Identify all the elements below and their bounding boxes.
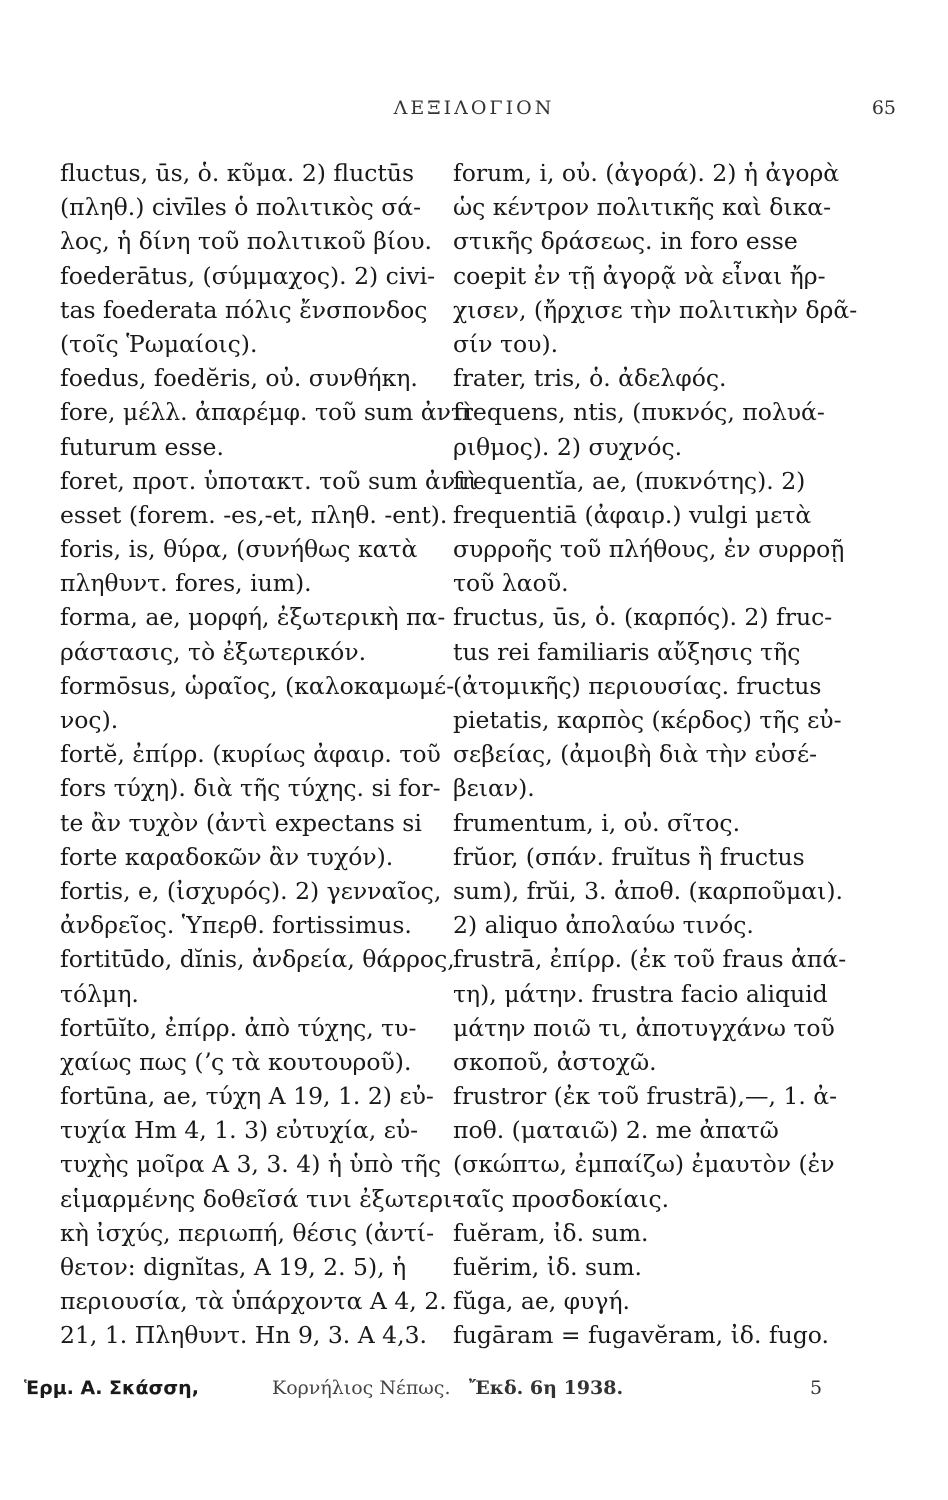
- left-column: [60, 156, 480, 1353]
- dictionary-line: fluctus, ūs, ὁ. κῦμα. 2) fluctūs: [60, 159, 415, 187]
- dictionary-line: τη), μάτην. frustra facio aliquid: [453, 979, 828, 1008]
- dictionary-line: frumentum, i, οὐ. σῖτος.: [453, 808, 741, 837]
- footer-author: Ἑρμ. Α. Σκάσση,: [24, 1377, 199, 1399]
- dictionary-line: τοῦ λαοῦ.: [453, 569, 569, 598]
- dictionary-line: περιουσία, τὰ ὑπάρχοντα Α 4, 2.: [60, 1287, 447, 1316]
- dictionary-line: fortūĭto, ἐπίρρ. ἀπὸ τύχης, τυ-: [60, 1013, 417, 1042]
- dictionary-line: σίν του).: [453, 329, 559, 358]
- dictionary-line: βειαν).: [453, 774, 535, 803]
- dictionary-line: fuĕrim, ἰδ. sum.: [453, 1253, 642, 1281]
- dictionary-line: ποθ. (ματαιῶ) 2. me ἀπατῶ: [453, 1116, 779, 1145]
- dictionary-line: σεβείας, (ἀμοιβὴ διὰ τὴν εὐσέ-: [453, 740, 818, 769]
- dictionary-line: εἱμαρμένης δοθεῖσά τινι ἐξωτερι-: [60, 1184, 461, 1213]
- dictionary-line: χαίως πως (ʼς τὰ κουτουροῦ).: [60, 1047, 412, 1076]
- dictionary-line: fŭga, ae, φυγή.: [453, 1287, 631, 1316]
- right-column: [453, 156, 863, 1353]
- dictionary-line: 2) aliquo ἀπολαύω τινός.: [453, 911, 754, 940]
- dictionary-line: ταῖς προσδοκίαις.: [453, 1184, 670, 1213]
- page-footer: [24, 1377, 844, 1407]
- dictionary-line: ὡς κέντρον πολιτικῆς καὶ δικα-: [453, 193, 832, 222]
- page-number: 65: [871, 97, 896, 119]
- dictionary-line: fors τύχη). διὰ τῆς τύχης. si for-: [60, 774, 441, 803]
- dictionary-line: fugāram = fugavĕram, ἰδ. fugo.: [453, 1321, 829, 1350]
- dictionary-line: (ἀτομικῆς) περιουσίας. fructus: [453, 671, 822, 700]
- dictionary-line: (πληθ.) civīles ὁ πολιτικὸς σά-: [60, 193, 422, 222]
- dictionary-line: μάτην ποιῶ τι, ἀποτυγχάνω τοῦ: [453, 1013, 835, 1042]
- dictionary-line: σκοποῦ, ἀστοχῶ.: [453, 1047, 657, 1076]
- dictionary-line: fore, μέλλ. ἀπαρέμφ. τοῦ sum ἀντὶ: [60, 398, 474, 427]
- dictionary-line: foris, is, θύρα, (συνήθως κατὰ: [60, 535, 418, 564]
- dictionary-line: (τοῖς Ῥωμαίοις).: [60, 329, 258, 358]
- dictionary-line: χισεν, (ἤρχισε τὴν πολιτικὴν δρᾶ-: [453, 295, 858, 324]
- dictionary-line: frŭor, (σπάν. fruĭtus ἢ fructus: [453, 842, 805, 871]
- dictionary-line: 21, 1. Πληθυντ. Hn 9, 3. Α 4,3.: [60, 1321, 428, 1350]
- dictionary-line: ριθμος). 2) συχνός.: [453, 432, 683, 461]
- dictionary-line: fortĕ, ἐπίρρ. (κυρίως ἀφαιρ. τοῦ: [60, 740, 441, 769]
- dictionary-line: sum), frŭi, 3. ἀποθ. (καρποῦμαι).: [453, 876, 843, 905]
- dictionary-line: frequentĭa, ae, (πυκνότης). 2): [453, 466, 806, 495]
- dictionary-line: fuĕram, ἰδ. sum.: [453, 1218, 649, 1247]
- dictionary-line: συρροῆς τοῦ πλήθους, ἐν συρροῇ: [453, 535, 845, 564]
- footer-signature: 5: [810, 1377, 823, 1399]
- dictionary-line: foederātus, (σύμμαχος). 2) civi-: [60, 261, 436, 290]
- dictionary-line: τυχία Hm 4, 1. 3) εὐτυχία, εὐ-: [60, 1116, 419, 1145]
- dictionary-line: coepit ἐν τῇ ἀγορᾷ νὰ εἶναι ἤρ-: [453, 261, 826, 290]
- footer-edition: Ἔκδ. 6η 1938.: [469, 1377, 624, 1399]
- dictionary-line: νος).: [60, 706, 119, 734]
- dictionary-line: πληθυντ. fores, ium).: [60, 569, 312, 598]
- dictionary-line: fructus, ūs, ὁ. (καρπός). 2) fruc-: [453, 603, 833, 632]
- dictionary-line: fortis, e, (ἰσχυρός). 2) γενναῖος,: [60, 876, 442, 905]
- dictionary-line: foret, προτ. ὑποτακτ. τοῦ sum ἀντὶ: [60, 466, 478, 495]
- footer-book-title: Κορνήλιος Νέπως.: [272, 1377, 451, 1399]
- dictionary-line: te ἂν τυχὸν (ἀντὶ expectans si: [60, 808, 422, 837]
- dictionary-line: τυχὴς μοῖρα Α 3, 3. 4) ἡ ὑπὸ τῆς: [60, 1150, 441, 1179]
- dictionary-line: frustrā, ἐπίρρ. (ἐκ τοῦ fraus ἀπά-: [453, 945, 847, 974]
- dictionary-line: forma, ae, μορφή, ἐξωτερικὴ πα-: [60, 603, 446, 632]
- dictionary-line: fortūna, ae, τύχη Α 19, 1. 2) εὐ-: [60, 1082, 434, 1111]
- dictionary-line: esset (forem. -es,-et, πληθ. -ent).: [60, 500, 448, 529]
- dictionary-line: τόλμη.: [60, 979, 139, 1008]
- dictionary-line: foedus, foedĕris, οὐ. συνθήκη.: [60, 364, 418, 393]
- dictionary-line: κὴ ἰσχύς, περιωπή, θέσις (ἀντί-: [60, 1218, 435, 1247]
- dictionary-line: futurum esse.: [60, 432, 224, 461]
- dictionary-line: tus rei familiaris αὔξησις τῆς: [453, 637, 801, 666]
- dictionary-line: fortitūdo, dĭnis, ἀνδρεία, θάρρος,: [60, 945, 455, 974]
- dictionary-line: tas foederata πόλις ἔνσπονδος: [60, 295, 428, 324]
- dictionary-line: formōsus, ὡραῖος, (καλοκαμωμέ-: [60, 671, 455, 700]
- dictionary-line: λος, ἡ δίνη τοῦ πολιτικοῦ βίου.: [60, 227, 433, 256]
- dictionary-line: (σκώπτω, ἐμπαίζω) ἐμαυτὸν (ἐν: [453, 1150, 835, 1179]
- dictionary-line: ἀνδρεῖος. Ὑπερθ. fortissimus.: [60, 911, 412, 940]
- dictionary-line: frequentiā (ἀφαιρ.) vulgi μετὰ: [453, 500, 812, 529]
- dictionary-line: στικῆς δράσεως. in foro esse: [453, 227, 798, 256]
- dictionary-line: ράστασις, τὸ ἐξωτερικόν.: [60, 637, 367, 666]
- dictionary-line: forum, i, οὐ. (ἀγορά). 2) ἡ ἀγορὰ: [453, 159, 840, 187]
- running-header-title: ΛΕΞΙΛΟΓΙΟΝ: [393, 97, 555, 119]
- dictionary-line: θετον: dignĭtas, Α 19, 2. 5), ἡ: [60, 1253, 407, 1281]
- dictionary-line: pietatis, καρπὸς (κέρδος) τῆς εὐ-: [453, 706, 842, 734]
- dictionary-line: forte καραδοκῶν ἂν τυχόν).: [60, 842, 394, 871]
- dictionary-line: frater, tris, ὁ. ἀδελφός.: [453, 364, 727, 393]
- dictionary-line: frequens, ntis, (πυκνός, πολυά-: [453, 398, 825, 427]
- dictionary-line: frustror (ἐκ τοῦ frustrā),—, 1. ἀ-: [453, 1082, 838, 1111]
